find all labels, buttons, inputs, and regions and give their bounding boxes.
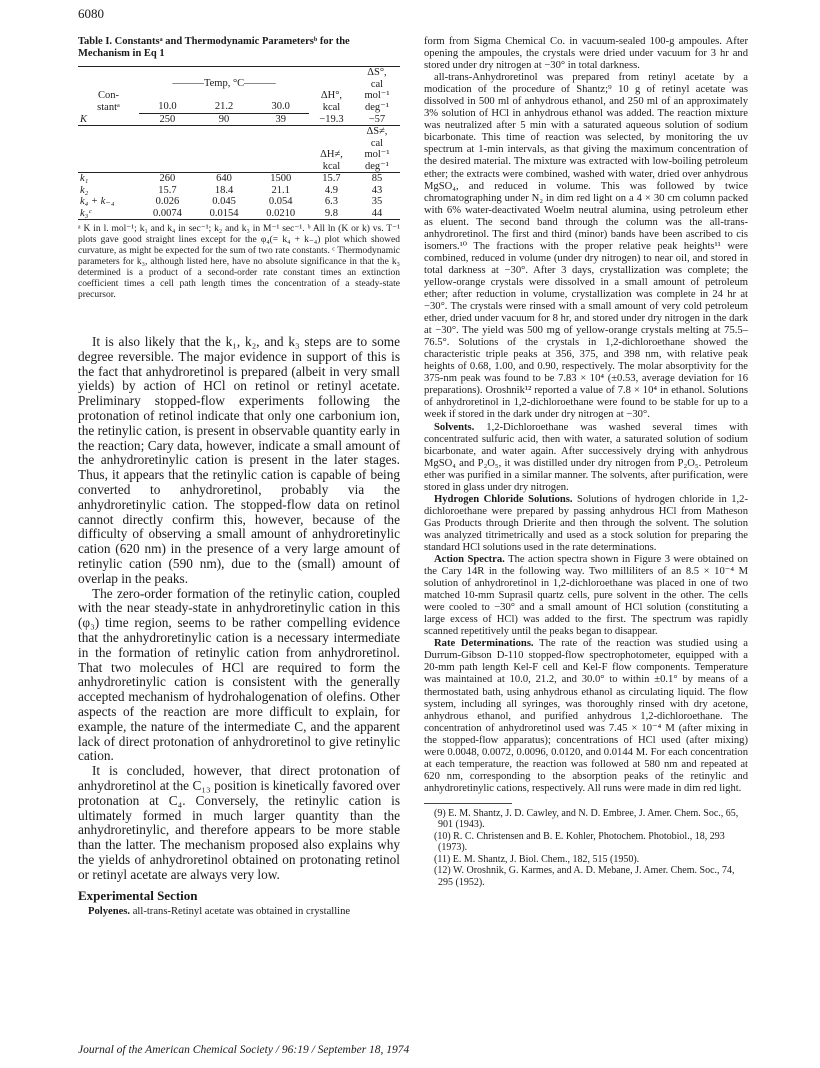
run-in-heading: Rate Determinations. xyxy=(434,638,534,650)
table-cell: −57 xyxy=(354,113,400,126)
paragraph xyxy=(424,36,748,72)
table-cell: 640 xyxy=(216,173,232,184)
table-header-row xyxy=(78,67,400,90)
table-cell: 15.7 xyxy=(322,173,341,184)
header-dh-activation: ΔH≠, kcal xyxy=(309,126,354,173)
header-dh: ΔH°, kcal xyxy=(309,67,354,114)
paragraph-text: form from Sigma Chemical Co. in vacuum-sealed 100-g ampoules. After opening the ampoules, the crystals were dried under vacuum for 3 hr and stored under dry nitrogen at −30° in total darkness. xyxy=(424,36,748,72)
table-cell: 4.9 xyxy=(324,184,339,196)
header-t2: 21.2 xyxy=(196,90,253,113)
left-column xyxy=(78,36,400,919)
run-in-heading: Polyenes. xyxy=(88,906,131,918)
table-cell: 250 xyxy=(139,113,196,126)
references-divider xyxy=(424,803,512,804)
right-column xyxy=(424,36,748,888)
table-cell: 35 xyxy=(371,196,383,207)
paragraph xyxy=(424,422,748,494)
table-row-K xyxy=(78,113,400,126)
paragraph xyxy=(424,554,748,638)
header-t3: 30.0 xyxy=(252,90,309,113)
run-in-heading: Hydrogen Chloride Solutions. xyxy=(434,493,573,505)
table-cell: 43 xyxy=(371,184,383,196)
table-cell: 0.026 xyxy=(155,196,180,207)
paragraph: It is concluded, however, that direct protonation of anhydroretinol at the C₁₃ position is kinetically favored over protonation at C₄. Conversely, the retinylic cation is ultimately formed in much larger quantity than the anhydroretinylic, and therefore appears to be more stable than the latter. The mechanism proposed also explains why the yields of anhydroretinol obtained on protonating retinol or retinyl acetate are always very low. xyxy=(78,763,400,882)
header-ds-activation: ΔS≠, cal mol⁻¹ deg⁻¹ xyxy=(354,126,400,173)
table-cell: 6.3 xyxy=(324,196,339,207)
header-ds: ΔS°, cal mol⁻¹ deg⁻¹ xyxy=(354,67,400,114)
header-temp: ———Temp, °C——— xyxy=(139,67,309,90)
table-footnotes: ᵃ K in l. mol⁻¹; k₁ and k₄ in sec⁻¹; k₂ and k₃ in M⁻¹ sec⁻¹. ᵇ All ln (K or k) vs. T⁻¹ plots gave good straight lines except for the φ₄(= k₄ + k₋₄) plot which showed curvature, as might be expected for the sum of two rate constants. ᶜ Thermodynamic parameters for k₃, although listed here, have no absolute significance in that the k₃ determined is a product of a second-order rate constant times an extinction coefficient times a cell path length times the concentration of a steady-state precursor. xyxy=(78,224,400,300)
table-cell: 15.7 xyxy=(158,184,177,196)
table-row xyxy=(78,196,400,208)
paragraph xyxy=(424,72,748,421)
table-cell: K xyxy=(78,113,139,126)
table-row xyxy=(78,173,400,185)
paragraph-polyenes xyxy=(78,906,400,918)
table-cell: 0.0074 xyxy=(139,208,196,220)
table-cell: 0.0210 xyxy=(252,208,309,220)
run-in-heading: Action Spectra. xyxy=(434,554,505,566)
paragraph-text: The action spectra shown in Figure 3 were obtained on the Cary 14R in the following way. Two milliliters of an 8.5 × 10⁻⁴ M solution of anhydroretinol in 1,2-dichloroethane was placed in one of two matched 10-mm Suprasil quartz cells, pure solvent in the other. The cells were cooled to −30° and a small amount of HCl solution (constituting a large excess of HCl) was added to the first. The spectrum was rapidly scanned repetitively until the peaks began to disappear. xyxy=(424,554,748,638)
paragraph-text: all-trans-Retinyl acetate was obtained in crystalline xyxy=(132,906,351,918)
table-cell: k₂ xyxy=(80,184,89,196)
header-t1: 10.0 xyxy=(139,90,196,113)
table-cell: 90 xyxy=(196,113,253,126)
table-cell: 21.1 xyxy=(271,184,290,196)
reference: (11) E. M. Shantz, J. Biol. Chem., 182, 515 (1950). xyxy=(434,853,640,865)
page-number: 6080 xyxy=(78,6,104,21)
table-cell: k₄ + k₋₄ xyxy=(80,196,115,207)
paragraph-text: all-trans-Anhydroretinol was prepared from retinyl acetate by a modication of the procedure of Shantz;⁹ 10 g of retinyl acetate was dissolved in 500 ml of anhydrous ethanol, and 250 ml of an approximately 3% solution of HCl in anhydrous ethanol was added. The reaction mixture was neutralized after 5 min with a saturated aqueous solution of sodium bicarbonate. This time of reaction was selected, by monitoring the uv spectrum at 1-min intervals, as that giving the maximum concentration of the desired material. The mixture was extracted with low-boiling petroleum ether; the extracts were combined, washed with water, dried over anhydrous MgSO₄, and reduced in volume. This was followed by twice chromatographing under N₂ in dim red light on a 4 × 30 cm column packed with 6% water-deactivated Woelm neutral alumina, using petroleum ether as eluent. The second band through the column was the all-trans-anhydroretinol. The first and third (minor) bands have been ascribed to cis isomers.¹⁰ The fractions with the proper relative peak heights¹¹ were combined, reduced in volume (under dry nitrogen) to near oil, and stored in total darkness at −30°. After 3 days, crystallization was complete; the yellow-orange crystals were dissolved in a small amount of petroleum ether; after reduction in volume, crystallization was complete in 24 hr at −30°. The crystals were rinsed with a small amount of very cold petroleum ether, dried under vacuum for 8 hr, and stored under dry nitrogen in the dark at −30°. The yield was 500 mg of yellow-orange crystals melting at 75.5–76.5°. Solutions of the crystals in 1,2-dichloroethane showed the characteristic triple peaks at 356, 375, and 398 nm, with relative peak heights of 0.68, 1.00, and 0.90, respectively. The molar absorptivity for the 375-nm peak was found to be 7.83 × 10⁴ (±0.53, average deviation for 16 preparations). Oroshnik¹² reported a value of 7.8 × 10⁴ in ethanol. Solutions of anhydroretinol in 1,2-dichloroethane were found to be stable for up to a week if stored in the dark under dry nitrogen at −30°. xyxy=(424,72,748,421)
table-cell: 9.8 xyxy=(309,208,354,220)
journal-footer: Journal of the American Chemical Society / 96:19 / September 18, 1974 xyxy=(78,1044,410,1056)
paragraph-text: Solutions of hydrogen chloride in 1,2-dichloroethane were prepared by passing anhydrous HCl from Matheson Gas Products through Drierite and then through the solvent. The solution was analyzed titrimetrically and used as a stock solution for preparing the standard HCl solutions used in the rate determinations. xyxy=(424,493,748,553)
paragraph xyxy=(424,494,748,554)
table-caption: Table I. Constantsᵃ and Thermodynamic Parametersᵇ for the Mechanism in Eq 1 xyxy=(78,36,350,59)
table-cell: 85 xyxy=(371,173,383,184)
table-cell: k₁ xyxy=(80,173,89,184)
paragraph xyxy=(424,638,748,795)
table-row xyxy=(78,208,400,220)
table-cell: k₃ᶜ xyxy=(78,208,139,220)
table-cell: 39 xyxy=(252,113,309,126)
table-cell: −19.3 xyxy=(309,113,354,126)
paragraph: It is also likely that the k₁, k₂, and k₃ steps are to some degree reversible. The major evidence in support of this is the fact that anhydroretinol is prepared (albeit in very small yields) by action of HCl on retinol or retinyl acetate. Preliminary stopped-flow experiments following the protonation of retinol indicate that only one carbonium ion, the retinylic cation, is present in observable quantity early in the reaction; Cary data, however, indicate a small amount of the anhydroretinylic cation is present in the later stages. Thus, it appears that the retinylic cation is capable of being converted to anhydroretinol, probably via the anhydroretinylic cation. The stopped-flow data on retinol cannot directly confirm this, however, because of the difficulty of observing a small amount of anhydroretinylic cation (620 nm) in the presence of a very large amount of retinylic cation (590 nm), due to the (small) amount of overlap in the peaks. xyxy=(78,334,400,586)
section-heading: Experimental Section xyxy=(78,888,198,904)
header-temp-label: Temp, °C xyxy=(203,78,245,90)
table-cell: 0.054 xyxy=(268,196,293,207)
header-constant: Con- stantᵃ xyxy=(78,67,139,114)
paragraph: The zero-order formation of the retinylic cation, coupled with the near steady-state in anhydroretinylic cation in this (φ₃) time region, seems to be rather compelling evidence that the anhydroretinylic cation is a necessary intermediate in the formation of retinylic cation from anhydroretinol. That two molecules of HCl are required to form the anhydroretinylic cation is consistent with the generally accepted mechanism of hydrohalogenation of olefins. Other aspects of the reaction are more difficult to explain, for example, the nature of the intermediate C, and the apparent lack of direct protonation of anhydroretinol to give retinylic cation. xyxy=(78,585,400,764)
table-cell: 1500 xyxy=(270,173,292,184)
reference: (9) E. M. Shantz, J. D. Cawley, and N. D. Embree, J. Amer. Chem. Soc., 65, 901 (1943). xyxy=(434,807,739,831)
table-cell: 0.0154 xyxy=(196,208,253,220)
run-in-heading: Solvents. xyxy=(434,421,475,433)
table-row xyxy=(78,185,400,197)
table-cell: 0.045 xyxy=(212,196,236,207)
table-cell: 18.4 xyxy=(214,184,234,196)
table-header-activation xyxy=(78,126,400,173)
table-cell: 44 xyxy=(354,208,400,220)
paragraph-text: The rate of the reaction was studied using a Durrum-Gibson D-110 stopped-flow spectrophotometer, equipped with a 20-mm path length Kel-F cell and Kel-F flow components. Temperature was maintained at 10.0, 21.2, and 30.0° to within ±0.1° by means of a thermostated bath, using anhydrous ethanol as circulating liquid. The flow system, including all syringes, was thoroughly rinsed with dry acetone, anhydrous ethanol, and purified anhydrous 1,2-dichloroethane. The concentration of anhydroretinol used was 7.45 × 10⁻⁴ M (after mixing in the stopped-flow apparatus); concentrations of HCl used (after mixing) were 0.0048, 0.0072, 0.0096, 0.0120, and 0.0144 M. For each concentration at each temperature, the reaction was followed at 580 nm and repeated at 620 nm, corresponding to the absorption peaks of the retinylic and anhydroretinylic cations, respectively. All runs were made in dim red light. xyxy=(424,638,748,794)
reference: (12) W. Oroshnik, G. Karmes, and A. D. Mebane, J. Amer. Chem. Soc., 74, 295 (1952). xyxy=(434,865,735,888)
paragraph-text: 1,2-Dichloroethane was washed several times with concentrated sulfuric acid, then with water, a saturated solution of sodium bicarbonate, and water again. After successively drying with anhydrous MgSO₄ and P₂O₅, it was distilled under dry nitrogen from P₂O₅. Petroleum ether was purified in a similar manner. The solvents, after purification, were stored in glass under dry nitrogen. xyxy=(424,421,748,493)
reference: (10) R. C. Christensen and B. E. Kohler, Photochem. Photobiol., 18, 293 (1973). xyxy=(434,830,725,854)
constants-table xyxy=(78,66,400,220)
table-cell: 260 xyxy=(159,173,176,184)
